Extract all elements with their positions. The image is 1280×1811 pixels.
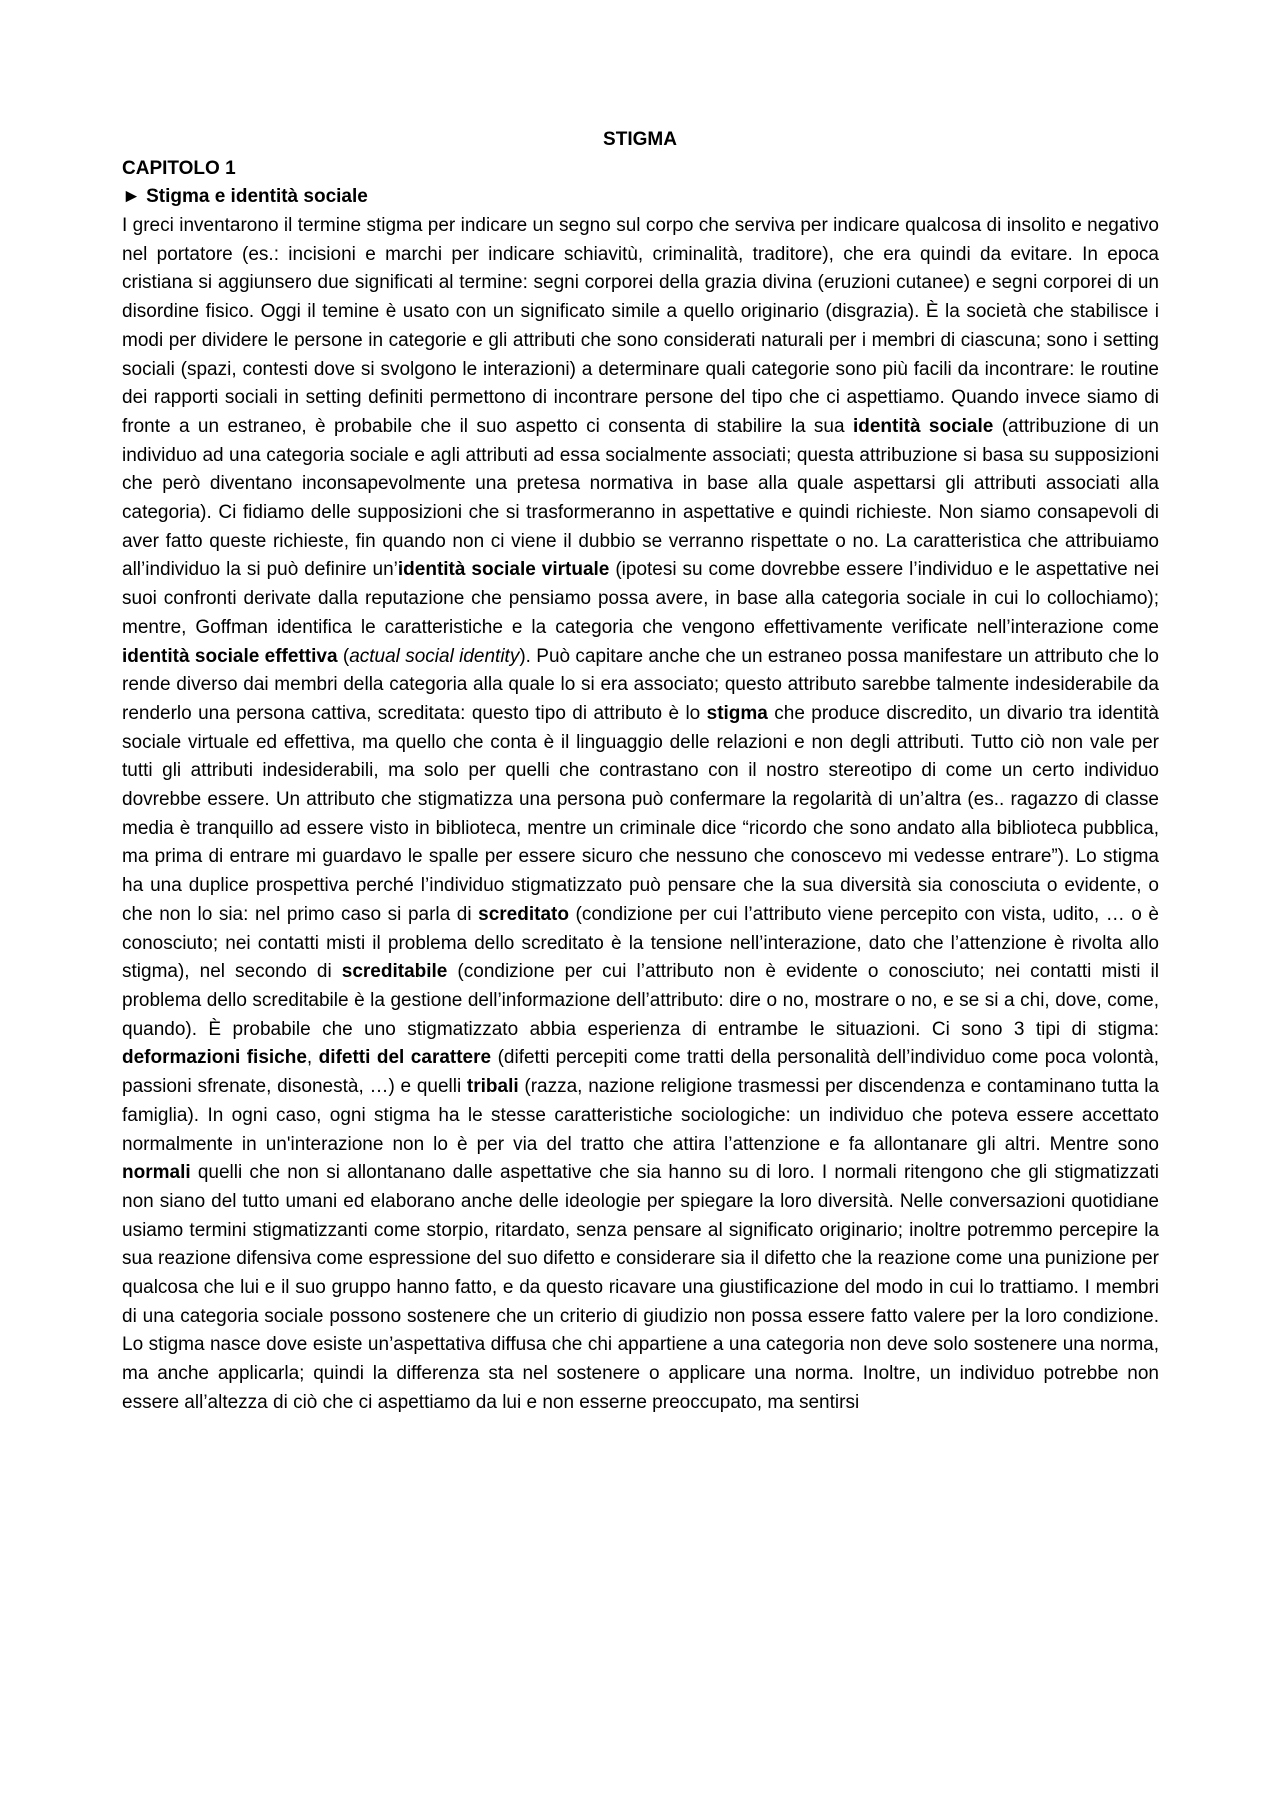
text-run: ). Può capitare anche che un estraneo possa manifestare un attributo che lo rende diverso dai membri della categoria alla quale lo si era associato; questo attributo sarebbe talmente indesiderabile da renderlo una persona cattiva, screditata: questo tipo di attributo è lo xyxy=(122,645,1159,724)
text-run: (razza, nazione religione trasmessi per discendenza e contaminano tutta la famiglia). In ogni caso, ogni stigma ha le stesse caratteristiche sociologiche: un individuo che poteva essere accettato normalmente in un'interazione non lo è per via del tratto che attira l’attenzione e fa allontanare gli altri. Mentre sono xyxy=(122,1076,1160,1155)
text-run: (ipotesi su come dovrebbe essere l’individuo e le aspettative nei suoi confronti derivate dalla reputazione che pensiamo possa avere, in base alla categoria sociale in cui lo collochiamo); mentre, Goffman identifica le caratteristiche e la categoria che vengono effettivamente verificate nell’interazione come xyxy=(122,559,1159,638)
text-run: (condizione per cui l’attributo viene percepito con vista, udito, … o è conosciuto; nei contatti misti il problema dello screditato è la tensione nell’interazione, dato che l’attenzione è rivolta allo stigma), nel secondo di xyxy=(122,903,1159,983)
bold-term: identità sociale effettiva xyxy=(122,645,338,667)
section-heading: ► Stigma e identità sociale xyxy=(122,186,368,207)
bold-term: normali xyxy=(122,1162,191,1184)
bold-term: screditato xyxy=(478,903,569,925)
text-run: che produce discredito, un divario tra identità sociale virtuale ed effettiva, ma quello che conta è il linguaggio delle relazioni e non degli attributi. Tutto ciò non vale per tutti gli attributi indesiderabili, ma solo per quelli che contrastano con il nostro stereotipo di come un certo individuo dovrebbe essere. Un attributo che stigmatizza una persona può confermare la regolarità di un’altra (es.. ragazzo di classe media è tranquillo ad essere visto in biblioteca, mentre un criminale dice “ricordo che sono andato alla biblioteca pubblica, ma prima di entrare mi guardavo le spalle per essere sicuro che nessuno che conoscevo mi vedesse entrare”). Lo stigma ha una duplice prospettiva perché l’individuo stigmatizzato può pensare che la sua diversità sia conosciuta o evidente, o che non lo sia: nel primo caso si parla di xyxy=(122,702,1159,925)
bold-term: deformazioni fisiche xyxy=(122,1047,307,1069)
bold-term: identità sociale xyxy=(852,415,994,437)
text-run: ( xyxy=(337,645,350,667)
bold-term: difetti del carattere xyxy=(318,1047,492,1069)
bold-term: tribali xyxy=(466,1076,519,1098)
italic-term: actual social identity xyxy=(349,645,520,667)
chapter-heading: CAPITOLO 1 xyxy=(122,158,236,179)
text-run: I greci inventarono il termine stigma per indicare un segno sul corpo che serviva per indicare qualcosa di insolito e negativo nel portatore (es.: incisioni e marchi per indicare schiavitù, criminalità, traditore), che era quindi da evitare. In epoca cristiana si aggiunsero due significati al termine: segni corporei della grazia divina (eruzioni cutanee) e segni corporei di un disordine fisico. Oggi il temine è usato con un significato simile a quello originario (disgrazia). È la società che stabilisce i modi per dividere le persone in categorie e gli attributi che sono considerati naturali per i membri di ciascuna; sono i setting sociali (spazi, contesti dove si svolgono le interazioni) a determinare quali categorie sono più facili da incontrare: le routine dei rapporti sociali in setting definiti permettono di incontrare persone del tipo che ci aspettiamo. Quando invece siamo di fronte a un estraneo, è probabile che il suo aspetto ci consenta di stabilire la sua xyxy=(122,215,1159,437)
text-run: (difetti percepiti come tratti della personalità dell’individuo come poca volontà, passioni sfrenate, disonestà, …) e quelli xyxy=(122,1047,1159,1098)
bold-term: identità sociale virtuale xyxy=(397,559,610,581)
document-title: STIGMA xyxy=(603,129,677,150)
text-run: (attribuzione di un individuo ad una categoria sociale e agli attributi ad essa socialmente associati; questa attribuzione si basa su supposizioni che però diventano inconsapevolmente una pretesa normativa in base alla quale aspettarsi gli attributi associati alla categoria). Ci fidiamo delle supposizioni che si trasformeranno in aspettative e quindi richieste. Non siamo consapevoli di aver fatto queste richieste, fin quando non ci viene il dubbio se verranno rispettate o no. La caratteristica che attribuiamo all’individuo la si può definire un’ xyxy=(122,415,1159,581)
text-run: (condizione per cui l’attributo non è evidente o conosciuto; nei contatti misti il problema dello screditabile è la gestione dell’informazione dell’attributo: dire o no, mostrare o no, e se si a chi, dove, come, quando). È probabile che uno stigmatizzato abbia esperienza di entrambe le situazioni. Ci sono 3 tipi di stigma: xyxy=(122,961,1159,1040)
bold-term: stigma xyxy=(706,702,768,724)
text-run: , xyxy=(306,1047,319,1069)
text-run: quelli che non si allontanano dalle aspettative che sia hanno su di loro. I normali ritengono che gli stigmatizzati non siano del tutto umani ed elaborano anche delle ideologie per spiegare la loro diversità. Nelle conversazioni quotidiane usiamo termini stigmatizzanti come storpio, ritardato, senza pensare al significato originario; inoltre potremmo percepire la sua reazione difensiva come espressione del suo difetto e considerare sia il difetto che la reazione come una punizione per qualcosa che lui e il suo gruppo hanno fatto, e da questo ricavare una giustificazione del modo in cui lo trattiamo. I membri di una categoria sociale possono sostenere che un criterio di giudizio non possa essere fatto valere per la loro condizione. Lo stigma nasce dove esiste un’aspettativa diffusa che chi appartiene a una categoria non deve solo sostenere una norma, ma anche applicarla; quindi la differenza sta nel sostenere o applicare una norma. Inoltre, un individuo potrebbe non essere all’altezza di ciò che ci aspettiamo da lui e non esserne preoccupato, ma sentirsi xyxy=(122,1162,1159,1413)
bold-term: screditabile xyxy=(341,961,448,983)
body-paragraph xyxy=(122,212,1159,1418)
